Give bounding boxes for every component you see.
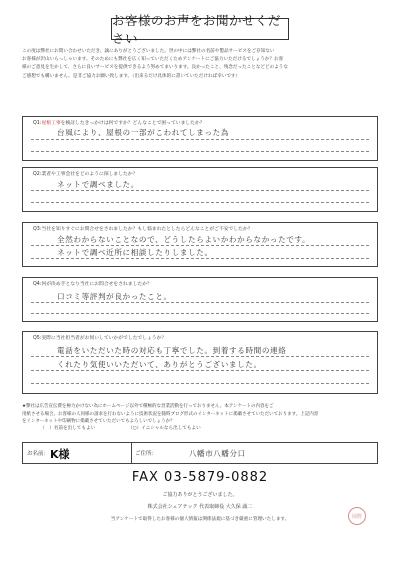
- answer-rule: [31, 313, 369, 314]
- seal-stamp: [348, 507, 366, 525]
- name-value: K様: [50, 448, 70, 461]
- question-text: 当社を知りすぐにお問合せをされましたか？もし悩まれたとしたらどんなことがご不安でしたか？: [41, 227, 253, 232]
- answer-rule: [31, 151, 369, 152]
- thanks-text: ご協力ありがとうございました。: [162, 492, 238, 498]
- consent-option-name[interactable]: （ ）名前を出してもよい: [40, 426, 96, 431]
- consent-label: イニシャルなら出してもよい: [141, 426, 201, 431]
- question-box-q2: [22, 167, 378, 212]
- privacy-note: 当アンケートで取得したお客様の個人情報は関係法規に基づき厳重に管理いたします。: [110, 517, 290, 522]
- intro-line: ご感想でも構いません。是非ご協力お願い致します。（出来るだけ具体的に書いていただければ幸いです）: [22, 73, 241, 79]
- answer-rule: [31, 370, 369, 371]
- question-label-q4: [33, 280, 152, 287]
- answer-q1-line-1: 台風により、屋根の一部がこわれてしまった為: [57, 128, 230, 137]
- address-value: 八幡市八幡分口: [189, 449, 246, 458]
- answer-rule: [31, 139, 369, 140]
- question-box-q3: [22, 222, 378, 267]
- fax-number: FAX 03-5879-0882: [131, 470, 269, 485]
- answer-q3-line-2: ネットで調べ近所に相談したりしました。: [57, 248, 213, 257]
- intro-line: この度は弊社にお問い合わせいただき、誠にありがとうございました。世の中には弊社の名前や製品サービスをご存知ない: [22, 49, 275, 54]
- intro-line: お客様が沢山いらっしゃいます。そのためにも弊社を広く知っていただくためアンケートにご協力いただけるでしょうか？お客: [22, 57, 284, 63]
- question-number: Q5:: [33, 336, 42, 341]
- consent-mark: ○: [132, 426, 137, 431]
- question-text: 業者や工事会社をどのように探しましたか？: [41, 172, 138, 177]
- answer-rule: [31, 356, 369, 357]
- answer-q5-line-1: 電話をいただいた時の対応も丁寧でした。到着する時間の連絡: [57, 346, 287, 355]
- answer-q2-line-1: ネットで調べました。: [57, 180, 139, 189]
- publication-notice: [22, 403, 378, 426]
- company-signature: 株式会社シェアテック 代表取締役 大久保 誠二: [147, 504, 253, 510]
- question-number: Q3:: [33, 227, 42, 232]
- notice-line: 用紙させる場合、お客様の人同様の請求を行わないように技術状況を随時ブログ形式のインターネットに掲載させていただいております。上記内容: [22, 411, 319, 417]
- notice-line: ★弊社は広告宣伝費を極力かけない為にホームページ以外で積極的な営業活動を行っておりません。本アンケートの内容をご: [22, 404, 274, 409]
- name-label: お名前：: [27, 451, 50, 457]
- seal-text: 岡野: [351, 513, 362, 520]
- answer-rule: [31, 383, 369, 384]
- question-number: Q4:: [33, 282, 42, 287]
- question-label-q2: [33, 170, 137, 177]
- notice-line: をインターネットや印刷物に掲載させていただいてもよろしいでしょうか？: [22, 419, 175, 425]
- answer-q5-line-2: くれたり気使いいただいて、ありがとうございました。: [57, 360, 262, 369]
- question-label-q1: [33, 119, 205, 126]
- answer-rule: [31, 190, 369, 191]
- question-text: 実際に当社担当者がお伺いしていかがでしたでしょうか？: [41, 336, 167, 341]
- question-text: を検討したきっかけは何ですか？どんなことで困っていましたか？: [60, 121, 205, 126]
- question-number: Q2:: [33, 172, 42, 177]
- consent-option-initials[interactable]: （○）イニシャルなら出してもよい: [128, 426, 201, 431]
- question-text: 何が決め手となり当社にお問合せをされましたか？: [41, 282, 152, 287]
- answer-rule: [31, 202, 369, 203]
- answer-q3-line-1: 全然わからないことなので、どうしたらよいかわからなかったです。: [57, 235, 311, 244]
- name-address-box: [22, 442, 378, 464]
- answer-rule: [31, 302, 369, 303]
- consent-label: 名前を出してもよい: [53, 426, 96, 431]
- question-label-q3: [33, 225, 253, 232]
- question-label-q5: [33, 334, 166, 341]
- question-number: Q1:: [33, 121, 42, 126]
- answer-rule: [31, 258, 369, 259]
- answer-rule: [31, 245, 369, 246]
- question-box-q1: [22, 116, 378, 161]
- intro-text: [22, 48, 378, 81]
- intro-line: 様のご意見を生かして、さらに良いサービスを提供できるよう努めてまいります。良かったこと、残念だったことなどどのような: [22, 65, 288, 71]
- question-highlight: 屋根工事: [41, 121, 61, 126]
- answer-q4-line-1: 口コミ等評判が良かったこと。: [57, 292, 172, 301]
- address-label: ご住所：: [135, 451, 158, 457]
- question-box-q4: [22, 277, 378, 322]
- question-box-q5: [22, 331, 378, 394]
- page-title: お客様のお声をお聞かせください: [111, 18, 289, 40]
- name-divider: [131, 443, 132, 463]
